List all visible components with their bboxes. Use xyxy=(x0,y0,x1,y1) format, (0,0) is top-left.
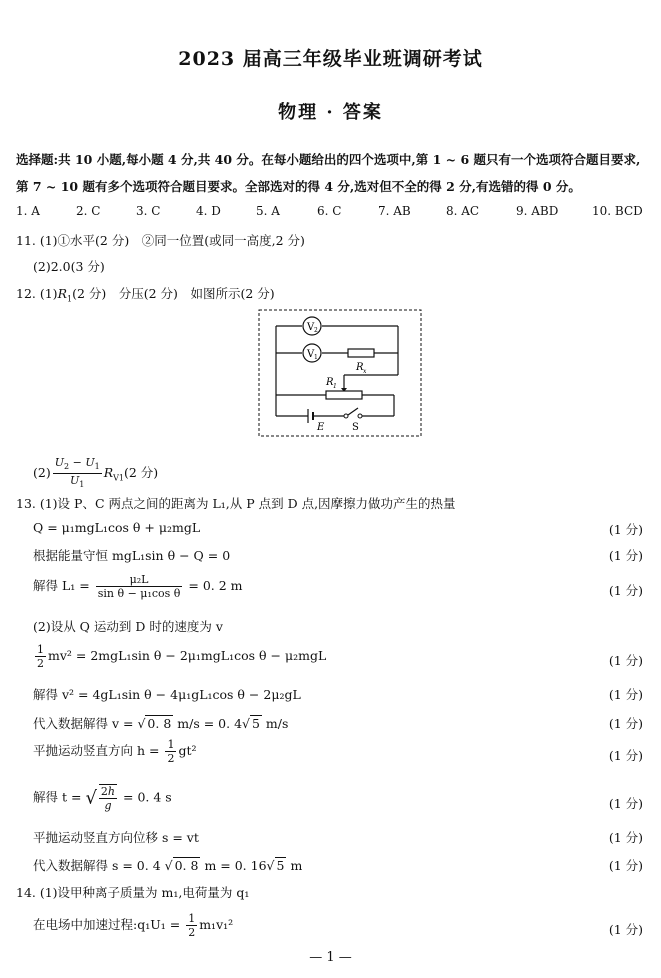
exam-title: 2023 届高三年级毕业班调研考试 xyxy=(178,48,483,70)
q13-eq3-fraction xyxy=(96,573,183,600)
rx-sub: x xyxy=(363,368,367,375)
q13-eq7-prefix: 平抛运动竖直方向 h = xyxy=(33,743,160,758)
q13-eq6-prefix: 代入数据解得 v = √ xyxy=(33,716,146,731)
answer-10: 10. BCD xyxy=(592,204,643,218)
q13-eq8-suffix: = 0. 4 s xyxy=(123,789,172,805)
q12-line-2: (2) $\frac{U_2 - U_1}{U_1}$ $R_{V1}(2$ 分) xyxy=(33,456,159,490)
q14-eq1-suffix: m₁v₁² xyxy=(199,917,234,932)
q14-eq1 xyxy=(33,912,233,939)
switch-blade xyxy=(348,408,358,415)
q13-eq7 xyxy=(33,738,197,765)
q13-eq8: 解得 t = √ $\frac{2h}{g}$ = 0. 4 s xyxy=(33,785,172,812)
score-5: (1 分) xyxy=(608,687,643,702)
circuit-diagram xyxy=(258,309,422,437)
answer-5: 5. A xyxy=(256,204,280,218)
score-4: (1 分) xyxy=(608,653,643,668)
q13-eq10-mid: m = 0. 16√ xyxy=(204,858,275,873)
answer-3: 3. C xyxy=(136,204,161,218)
score-10: (1 分) xyxy=(608,858,643,873)
q13-eq3 xyxy=(33,573,243,600)
v1-label: V xyxy=(307,349,315,360)
s-label: S xyxy=(352,422,359,433)
q12-line-1 xyxy=(16,284,275,304)
circuit-border xyxy=(259,310,421,436)
q13-eq7-half: $\frac{1}{2}$ xyxy=(167,738,175,765)
answer-7: 7. AB xyxy=(378,204,411,218)
q13-eq10-prefix: 代入数据解得 s = 0. 4 √ xyxy=(33,858,173,873)
q13-eq5: 解得 v² = 4gL₁sin θ − 4μ₁gL₁cos θ − 2μ₂gL xyxy=(33,687,301,702)
v1-sub: 1 xyxy=(314,354,318,361)
q12-2-prefix: (2) xyxy=(33,465,51,481)
q13-eq7-suffix: gt² xyxy=(178,743,197,758)
q13-eq6-suffix: m/s xyxy=(265,716,289,731)
score-9: (1 分) xyxy=(608,830,643,845)
r1-label: R xyxy=(326,377,334,388)
q13-eq3-prefix: 解得 L₁ = xyxy=(33,578,90,593)
answer-9: 9. ABD xyxy=(516,204,559,218)
answer-1: 1. A xyxy=(16,204,40,218)
q13-eq1: Q = μ₁mgL₁cos θ + μ₂mgL xyxy=(33,520,201,535)
q12-r1: R xyxy=(57,286,67,301)
q13-eq6-radicand: 0. 8 xyxy=(147,716,172,731)
q13-eq9: 平抛运动竖直方向位移 s = vt xyxy=(33,830,199,845)
score-8: (1 分) xyxy=(608,796,643,811)
score-2: (1 分) xyxy=(608,548,643,563)
q13-eq10-suffix: m xyxy=(290,858,303,873)
q13-eq3-suffix: = 0. 2 m xyxy=(188,578,243,593)
page-number: — 1 — xyxy=(309,950,352,965)
q13-eq4 xyxy=(33,643,326,670)
q13-eq10-radicand2: 5 xyxy=(276,858,285,873)
q14-eq1-half: $\frac{1}{2}$ xyxy=(188,912,196,939)
resistor-rx xyxy=(348,349,374,357)
q13-eq8-prefix: 解得 t = xyxy=(33,789,82,805)
q12-r1-sub: 1 xyxy=(66,294,73,304)
q13-part2: (2)设从 Q 运动到 D 时的速度为 v xyxy=(33,619,223,634)
q14-intro: 14. (1)设甲种离子质量为 m₁,电荷量为 q₁ xyxy=(16,885,250,900)
answer-8: 8. AC xyxy=(446,204,480,218)
e-label: E xyxy=(317,422,325,433)
answer-6: 6. C xyxy=(317,204,342,218)
score-7: (1 分) xyxy=(608,748,643,763)
q13-eq6-mid: m/s = 0. 4√ xyxy=(177,716,250,731)
score-6: (1 分) xyxy=(608,716,643,731)
q13-eq10 xyxy=(33,856,302,874)
q12-rest: (2 分) 分压(2 分) 如图所示(2 分) xyxy=(72,286,275,301)
q12-prefix: 12. (1) xyxy=(16,286,58,301)
q11-line-1: 11. (1)①水平(2 分) ②同一位置(或同一高度,2 分) xyxy=(16,233,305,248)
rx-label: R xyxy=(356,362,364,373)
rheostat-r1 xyxy=(326,391,362,399)
q13-eq6 xyxy=(33,714,288,732)
answer-subtitle: 物理 · 答案 xyxy=(278,102,383,123)
answer-4: 4. D xyxy=(196,204,221,218)
q12-fraction: $\frac{U_2 - U_1}{U_1}$ xyxy=(54,456,100,490)
intro-line-2: 第 7 ~ 10 题有多个选项符合题目要求。全部选对的得 4 分,选对但不全的得 2 分,有选错的得 0 分。 xyxy=(16,179,581,194)
v2-label: V xyxy=(307,322,315,333)
q11-line-2: (2)2.0(3 分) xyxy=(33,259,105,274)
score-11: (1 分) xyxy=(608,922,643,937)
v2-sub: 2 xyxy=(314,327,318,334)
intro-line-1: 选择题:共 10 小题,每小题 4 分,共 40 分。在每小题给出的四个选项中,第 1 ~ 6 题只有一个选项符合题目要求, xyxy=(16,152,641,167)
answer-2: 2. C xyxy=(76,204,101,218)
q14-eq1-prefix: 在电场中加速过程:q₁U₁ = xyxy=(33,917,181,932)
q13-eq8-fraction: $\frac{2h}{g}$ xyxy=(100,785,116,812)
q13-eq3-num: μ₂L xyxy=(96,573,183,587)
q13-eq2: 根据能量守恒 mgL₁sin θ − Q = 0 xyxy=(33,548,231,563)
q13-intro: 13. (1)设 P、C 两点之间的距离为 L₁,从 P 点到 D 点,因摩擦力做功产生的热量 xyxy=(16,496,456,511)
q13-eq10-radicand: 0. 8 xyxy=(174,858,199,873)
q12-2-suffix: (2 分) xyxy=(123,465,159,481)
q13-eq6-radicand2: 5 xyxy=(251,716,260,731)
q13-eq4-text: mv² = 2mgL₁sin θ − 2μ₁mgL₁cos θ − μ₂mgL xyxy=(48,648,327,663)
q13-eq3-den: sin θ − μ₁cos θ xyxy=(97,587,181,600)
q13-eq4-half: $\frac{1}{2}$ xyxy=(37,643,44,670)
r1-sub: 1 xyxy=(333,383,337,390)
score-1: (1 分) xyxy=(608,522,643,537)
score-3: (1 分) xyxy=(608,583,643,598)
